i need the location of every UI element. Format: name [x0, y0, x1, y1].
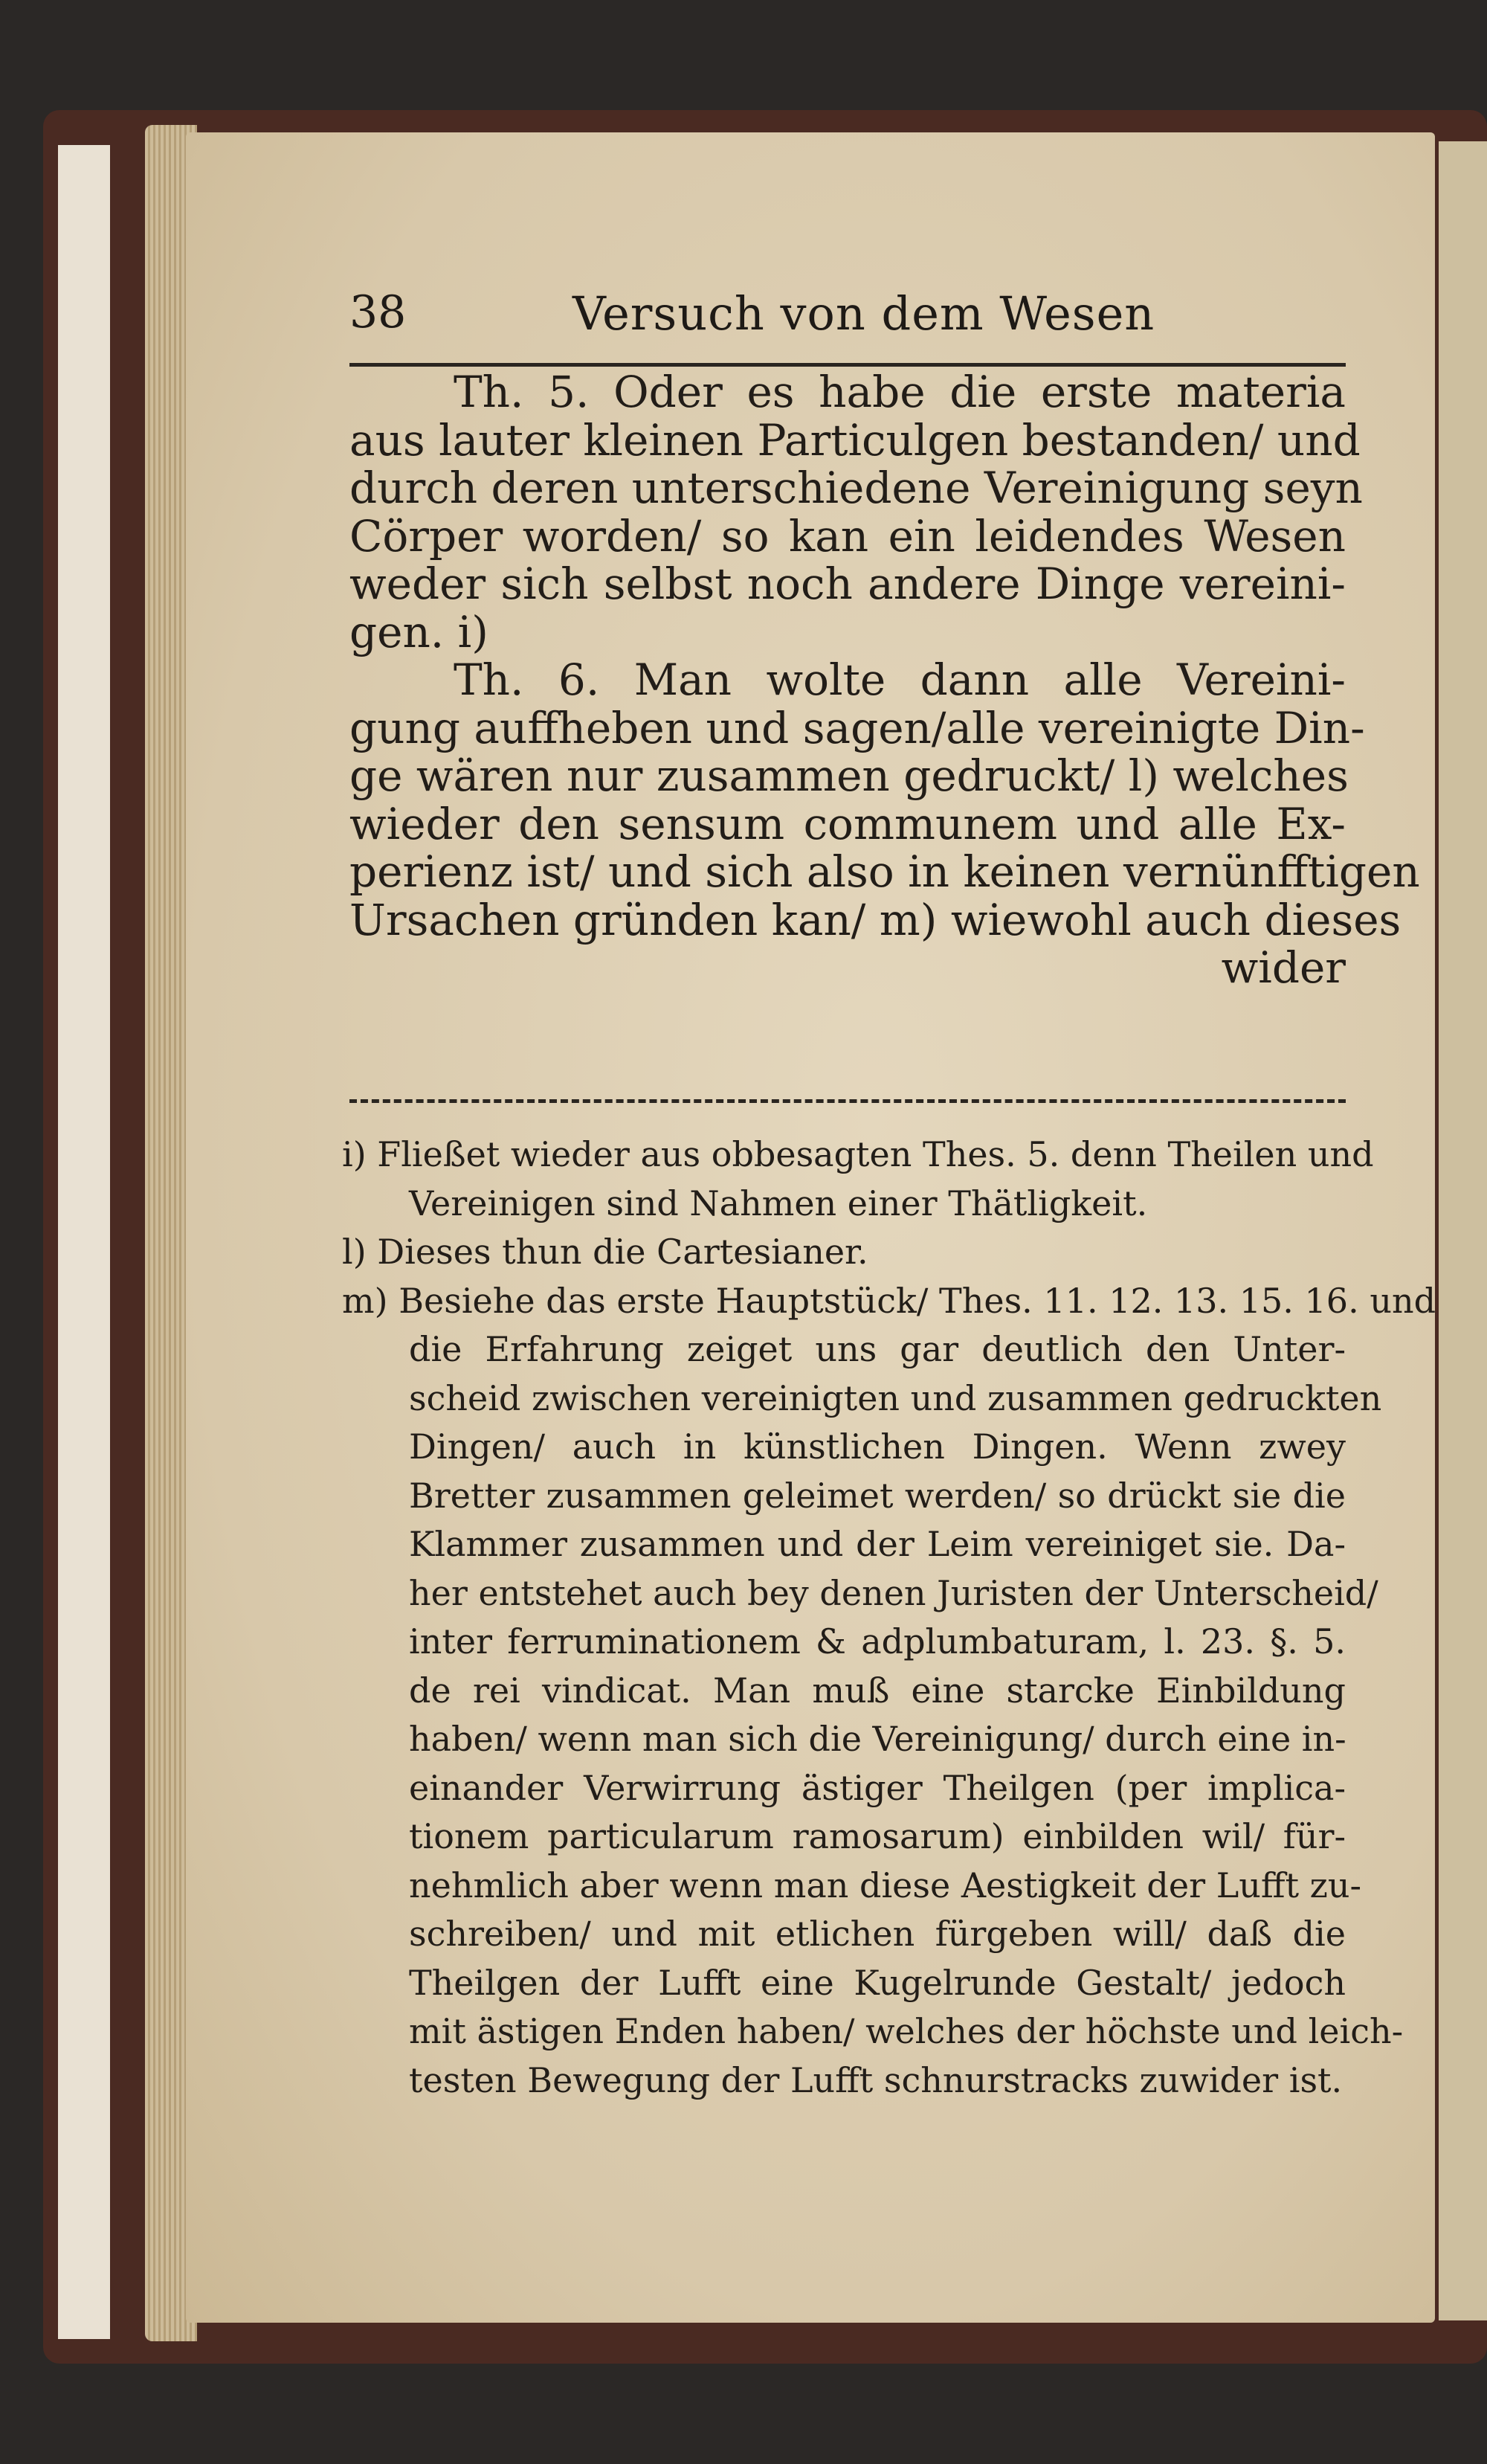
- text-line: gung auffheben und sagen/alle vereinigte Din-: [349, 702, 1365, 753]
- text-line: aus lauter kleinen Particulgen bestanden/ und: [349, 414, 1361, 466]
- footnote-line: Dingen/ auch in künstlichen Dingen. Wenn zwey: [409, 1426, 1346, 1467]
- right-page-edge: [1439, 141, 1487, 2320]
- footnote-line: Bretter zusammen geleimet werden/ so drückt sie die: [409, 1475, 1346, 1516]
- footnote-line: nehmlich aber wenn man diese Aestigkeit der Lufft zu-: [409, 1865, 1362, 1905]
- footnote-line: inter ferruminationem & adplumbaturam, l. 23. §. 5.: [409, 1621, 1346, 1662]
- footnotes: [342, 1130, 1436, 2105]
- footnote-line: de rei vindicat. Man muß eine starcke Einbildung: [409, 1670, 1346, 1711]
- footnote-line: die Erfahrung zeiget uns gar deutlich den Unter-: [409, 1329, 1346, 1369]
- left-page-edge: [58, 145, 110, 2339]
- catchword: wider: [1221, 942, 1346, 993]
- running-title: Versuch von dem Wesen: [572, 286, 1155, 341]
- text-line: durch deren unterschiedene Vereinigung seyn: [349, 463, 1363, 513]
- footnote-line: testen Bewegung der Lufft schnurstracks zuwider ist.: [409, 2059, 1343, 2100]
- footnote-rule: [349, 1099, 1346, 1103]
- footnote-line: schreiben/ und mit etlichen fürgeben will/ daß die: [409, 1914, 1346, 1954]
- footnote-line: scheid zwischen vereinigten und zusammen gedruckten: [409, 1377, 1382, 1418]
- footnote-line: her entstehet auch bey denen Juristen der Unterscheid/: [409, 1572, 1378, 1613]
- footnote-line: haben/ wenn man sich die Vereinigung/ durch eine in-: [409, 1719, 1346, 1759]
- footnote-line: Theilgen der Lufft eine Kugelrunde Gestalt/ jedoch: [409, 1962, 1346, 2003]
- footnote-line: Klammer zusammen und der Leim vereiniget sie. Da-: [409, 1524, 1346, 1564]
- page-header: [349, 286, 1346, 353]
- text-line: Th. 5. Oder es habe die erste materia: [454, 367, 1346, 417]
- footnote-line: i) Fließet wieder aus obbesagten Thes. 5. denn Theilen und: [342, 1134, 1374, 1174]
- footnote-line: einander Verwirrung ästiger Theilgen (per implica-: [409, 1767, 1346, 1808]
- main-text: [349, 367, 1420, 993]
- text-line: Ursachen gründen kan/ m) wiewohl auch dieses: [349, 894, 1401, 945]
- text-line: gen. i): [349, 606, 488, 657]
- text-line: perienz ist/ und sich also in keinen vernünfftigen: [349, 846, 1420, 897]
- footnote-line: tionem particularum ramosarum) einbilden wil/ für-: [409, 1816, 1346, 1856]
- text-line: weder sich selbst noch andere Dinge vereini-: [349, 559, 1346, 609]
- footnote-line: m) Besiehe das erste Hauptstück/ Thes. 11. 12. 13. 15. 16. und: [342, 1280, 1436, 1321]
- footnote-line: Vereinigen sind Nahmen einer Thätligkeit.: [409, 1183, 1148, 1223]
- footnote-line: l) Dieses thun die Cartesianer.: [342, 1232, 868, 1272]
- text-line: ge wären nur zusammen gedruckt/ l) welches: [349, 750, 1349, 801]
- text-line: Cörper worden/ so kan ein leidendes Wesen: [349, 510, 1346, 562]
- text-line: wieder den sensum communem und alle Ex-: [349, 798, 1346, 849]
- text-line: Th. 6. Man wolte dann alle Vereini-: [454, 654, 1346, 705]
- footnote-line: mit ästigen Enden haben/ welches der höchste und leich-: [409, 2011, 1404, 2051]
- page-number: 38: [349, 286, 407, 338]
